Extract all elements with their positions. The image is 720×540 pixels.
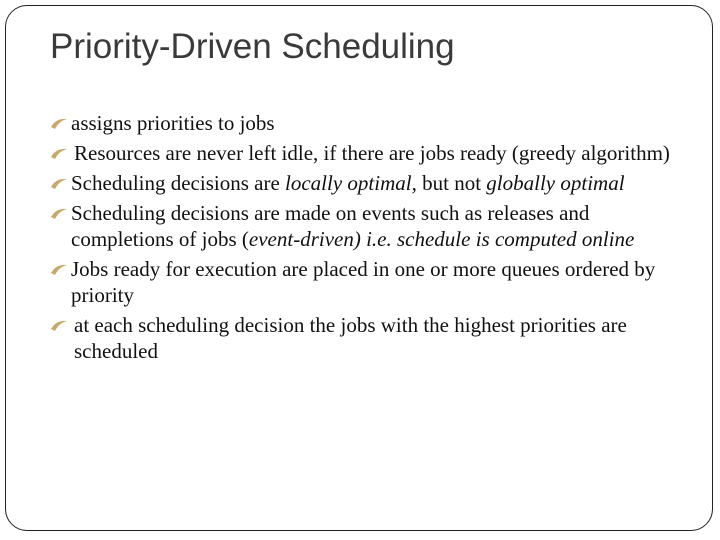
bullet-text: assigns priorities to jobs xyxy=(71,111,275,135)
bullet-item xyxy=(50,200,685,252)
bullet-item xyxy=(50,110,685,136)
bullet-text: , but not xyxy=(411,171,487,195)
slide-title: Priority-Driven Scheduling xyxy=(50,27,455,66)
bullet-text: Scheduling decisions are made on events such as releases and completions of jobs ( xyxy=(71,201,590,251)
swoosh-bullet-icon xyxy=(50,147,68,160)
bullet-text: at each scheduling decision the jobs with the highest priorities are scheduled xyxy=(74,313,627,363)
swoosh-bullet-icon xyxy=(50,319,68,332)
bullet-item xyxy=(50,140,685,166)
bullet-item xyxy=(50,256,685,308)
bullet-text: Resources are never left idle, if there are jobs ready (greedy algorithm) xyxy=(74,141,670,165)
bullet-emphasis: locally optimal xyxy=(285,171,412,195)
swoosh-bullet-icon xyxy=(50,263,68,276)
bullet-emphasis: event-driven) i.e. schedule is computed online xyxy=(248,227,635,251)
slide-frame xyxy=(5,5,713,531)
bullet-emphasis: globally optimal xyxy=(486,171,625,195)
bullet-item xyxy=(50,170,685,196)
bullet-text: Scheduling decisions are xyxy=(71,171,286,195)
swoosh-bullet-icon xyxy=(50,117,68,130)
bullet-list xyxy=(50,110,685,368)
swoosh-bullet-icon xyxy=(50,177,68,190)
swoosh-bullet-icon xyxy=(50,207,68,220)
bullet-text: Jobs ready for execution are placed in one or more queues ordered by priority xyxy=(71,257,656,307)
bullet-item xyxy=(50,312,685,364)
